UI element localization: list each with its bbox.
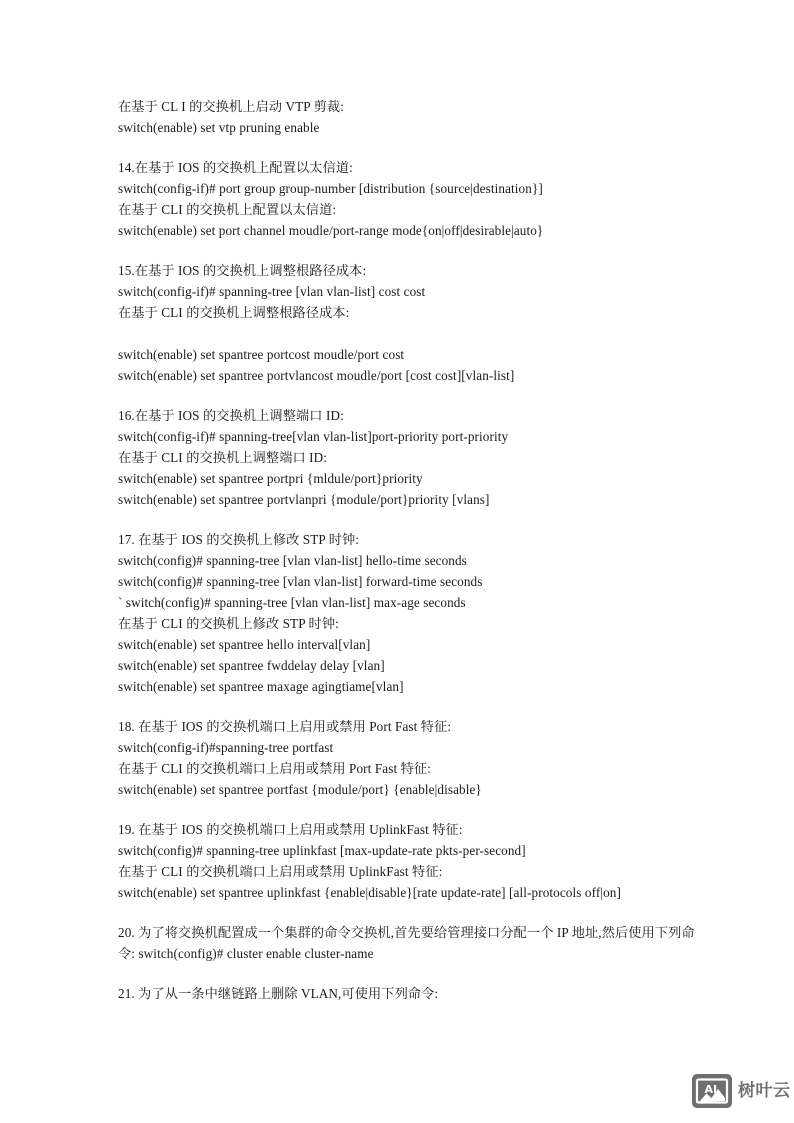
watermark <box>692 1074 791 1108</box>
block-16-port-id <box>118 405 698 510</box>
text-line: switch(config-if)#spanning-tree portfast <box>118 740 334 755</box>
text-line: 17. 在基于 IOS 的交换机上修改 STP 时钟: <box>118 532 360 547</box>
block-vtp-pruning <box>118 96 698 138</box>
text-line: switch(enable) set spantree portvlanpri {module/port}priority [vlans] <box>118 492 490 507</box>
text-line: 20. 为了将交换机配置成一个集群的命令交换机,首先要给管理接口分配一个 IP 地址,然后使用下列命令: switch(config)# cluster enable cluster-name <box>118 925 695 961</box>
ai-image-icon <box>692 1074 732 1108</box>
text-line: 在基于 CLI 的交换机上调整端口 ID: <box>118 450 328 465</box>
text-line: 21. 为了从一条中继链路上删除 VLAN,可使用下列命令: <box>118 986 439 1001</box>
block-18-portfast <box>118 716 698 800</box>
text-line: switch(config)# spanning-tree [vlan vlan-list] forward-time seconds <box>118 574 483 589</box>
document-text-body <box>118 96 698 1023</box>
watermark-label: 树叶云 <box>738 1080 791 1101</box>
text-line: switch(enable) set spantree uplinkfast {enable|disable}[rate update-rate] [all-protocols off|on] <box>118 885 621 900</box>
text-line: 在基于 CLI 的交换机上调整根路径成本: <box>118 305 350 320</box>
text-line: switch(enable) set spantree fwddelay delay [vlan] <box>118 658 385 673</box>
block-20-cluster <box>118 922 698 964</box>
text-line: switch(enable) set spantree portpri {mldule/port}priority <box>118 471 423 486</box>
text-line: 在基于 CLI 的交换机上修改 STP 时钟: <box>118 616 339 631</box>
svg-text:AI: AI <box>704 1083 718 1096</box>
block-17-stp-timers <box>118 529 698 697</box>
text-line <box>118 323 698 344</box>
text-line: 在基于 CLI 的交换机端口上启用或禁用 UplinkFast 特征: <box>118 864 443 879</box>
text-line: switch(enable) set vtp pruning enable <box>118 120 320 135</box>
text-line: switch(enable) set spantree portcost moudle/port cost <box>118 347 405 362</box>
text-line: switch(enable) set port channel moudle/port-range mode{on|off|desirable|auto} <box>118 223 544 238</box>
text-line: switch(config)# spanning-tree [vlan vlan-list] hello-time seconds <box>118 553 467 568</box>
text-line: switch(enable) set spantree portfast {module/port} {enable|disable} <box>118 782 482 797</box>
text-line: switch(enable) set spantree portvlancost moudle/port [cost cost][vlan-list] <box>118 368 515 383</box>
text-line: switch(enable) set spantree hello interval[vlan] <box>118 637 371 652</box>
block-15-path-cost <box>118 260 698 386</box>
text-line: 19. 在基于 IOS 的交换机端口上启用或禁用 UplinkFast 特征: <box>118 822 463 837</box>
text-line: switch(config-if)# port group group-number [distribution {source|destination}] <box>118 181 543 196</box>
text-line: 14.在基于 IOS 的交换机上配置以太信道: <box>118 160 353 175</box>
text-line: switch(config-if)# spanning-tree [vlan vlan-list] cost cost <box>118 284 426 299</box>
text-line: 18. 在基于 IOS 的交换机端口上启用或禁用 Port Fast 特征: <box>118 719 452 734</box>
text-line: ` switch(config)# spanning-tree [vlan vlan-list] max-age seconds <box>118 595 466 610</box>
text-line: 在基于 CLI 的交换机端口上启用或禁用 Port Fast 特征: <box>118 761 431 776</box>
text-line: switch(enable) set spantree maxage agingtiame[vlan] <box>118 679 404 694</box>
block-14-etherchannel <box>118 157 698 241</box>
text-line: 在基于 CL I 的交换机上启动 VTP 剪裁: <box>118 99 344 114</box>
text-line: 在基于 CLI 的交换机上配置以太信道: <box>118 202 337 217</box>
text-line: switch(config-if)# spanning-tree[vlan vlan-list]port-priority port-priority <box>118 429 509 444</box>
block-21-remove-vlan <box>118 983 698 1004</box>
block-19-uplinkfast <box>118 819 698 903</box>
text-line: switch(config)# spanning-tree uplinkfast [max-update-rate pkts-per-second] <box>118 843 526 858</box>
text-line: 16.在基于 IOS 的交换机上调整端口 ID: <box>118 408 344 423</box>
text-line: 15.在基于 IOS 的交换机上调整根路径成本: <box>118 263 367 278</box>
